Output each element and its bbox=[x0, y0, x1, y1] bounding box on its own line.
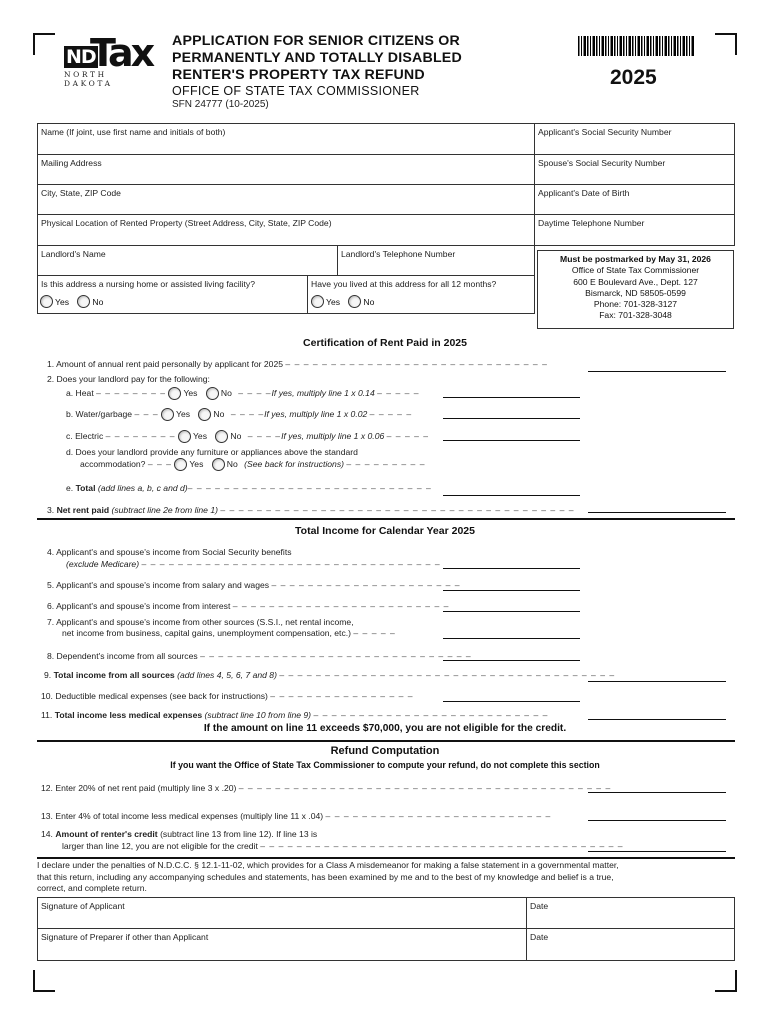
line-13-text: 13. Enter 4% of total income less medical expenses (multiply line 11 x .04) bbox=[41, 811, 324, 821]
line-13-amount[interactable] bbox=[588, 820, 726, 821]
landlord-name-label: Landlord's Name bbox=[41, 249, 106, 259]
line-2a-text: a. Heat bbox=[66, 387, 94, 398]
landlord-name-field[interactable] bbox=[37, 245, 338, 276]
income-limit-note: If the amount on line 11 exceeds $70,000, you are not eligible for the credit. bbox=[203, 723, 567, 734]
no-label: No bbox=[226, 458, 238, 469]
line-7: 7. Applicant's and spouse's income from other sources (S.S.I., net rental income, bbox=[47, 617, 354, 627]
landlord-phone-label: Landlord's Telephone Number bbox=[341, 249, 456, 259]
declaration-line-1: I declare under the penalties of N.D.C.C. § 12.1-11-02, which provides for a Class A misdemeanor for making a false statement in a governmental matter, bbox=[37, 860, 619, 870]
line-14 bbox=[41, 829, 317, 839]
refund-subtitle: If you want the Office of State Tax Commissioner to compute your refund, do not complete this section bbox=[170, 760, 600, 770]
line-14-rest: (subtract line 13 from line 12). If line 13 is bbox=[160, 829, 318, 839]
line-4-exclude-text: (exclude Medicare) bbox=[66, 559, 140, 569]
line-7-sources: net income from business, capital gains, unemployment compensation, etc.) – – – – – bbox=[62, 628, 396, 638]
no-label: No bbox=[363, 296, 375, 307]
line-2c-text: c. Electric bbox=[66, 430, 104, 441]
applicant-date-field[interactable] bbox=[526, 897, 735, 929]
line-2d: d. Does your landlord provide any furniture or appliances above the standard bbox=[66, 447, 358, 457]
barcode bbox=[578, 36, 694, 56]
line-7-amount[interactable] bbox=[443, 638, 580, 639]
furniture-yes-radio[interactable] bbox=[174, 458, 187, 471]
preparer-signature-field[interactable] bbox=[37, 928, 527, 961]
line-1-text: 1. Amount of annual rent paid personally by applicant for 2025 bbox=[47, 359, 284, 369]
mailing-label: Mailing Address bbox=[41, 158, 102, 168]
declaration-line-3: correct, and complete return. bbox=[37, 883, 147, 893]
no-label: No bbox=[230, 430, 242, 441]
daytime-phone-field[interactable] bbox=[534, 214, 735, 246]
lived-q-label: Have you lived at this address for all 12 months? bbox=[311, 279, 497, 289]
line-2e-num: e. bbox=[66, 483, 74, 493]
name-label: Name (If joint, use first name and initials of both) bbox=[41, 127, 226, 137]
line-14b-text: larger than line 12, you are not eligible for the credit bbox=[62, 841, 258, 851]
line-3-rest: (subtract line 2e from line 1) bbox=[111, 505, 218, 515]
line-2b-calc: If yes, multiply line 1 x 0.02 bbox=[264, 408, 368, 419]
corner-mark-bottom-left bbox=[33, 970, 55, 992]
line-12-amount[interactable] bbox=[588, 792, 726, 793]
line-2e-rest: (add lines a, b, c and d) bbox=[97, 483, 188, 493]
form-title bbox=[172, 33, 462, 84]
line-6-amount[interactable] bbox=[443, 611, 580, 612]
line-2a: a. Heat – – – – – – – – Yes No – – – –If yes, multiply line 1 x 0.14 – – – – – bbox=[66, 387, 420, 400]
spouse-ssn-field[interactable] bbox=[534, 154, 735, 185]
postmark-phone: Phone: 701-328-3127 bbox=[593, 299, 678, 310]
tax-year: 2025 bbox=[610, 66, 657, 89]
section-rule-1 bbox=[37, 518, 735, 520]
line-2c-amount[interactable] bbox=[443, 440, 580, 441]
postmark-box bbox=[537, 250, 734, 329]
line-9-rest: (add lines 4, 5, 6, 7 and 8) bbox=[177, 670, 277, 680]
line-11-bold: Total income less medical expenses bbox=[54, 710, 203, 720]
rent-section-title: Certification of Rent Paid in 2025 bbox=[303, 337, 467, 349]
line-2d-note: (See back for instructions) bbox=[244, 458, 344, 469]
line-2: 2. Does your landlord pay for the following: bbox=[47, 374, 210, 384]
income-section-title: Total Income for Calendar Year 2025 bbox=[295, 525, 475, 537]
line-14-amount[interactable] bbox=[588, 851, 726, 852]
declaration bbox=[37, 860, 735, 895]
furniture-no-radio[interactable] bbox=[212, 458, 225, 471]
applicant-signature-field[interactable] bbox=[37, 897, 527, 929]
dob-field[interactable] bbox=[534, 184, 735, 215]
no-label: No bbox=[92, 296, 104, 307]
line-11-num: 11. bbox=[41, 710, 53, 720]
line-10: 10. Deductible medical expenses (see back for instructions) – – – – – – – – – – – – – – – – bbox=[41, 691, 414, 701]
line-14-continued: larger than line 12, you are not eligible for the credit – – – – – – – – – – – – – – – – – – – – – – – – – – – – – – – – – – – – – – – – bbox=[62, 841, 624, 851]
refund-section-title: Refund Computation bbox=[330, 745, 440, 757]
electric-no-radio[interactable] bbox=[215, 430, 228, 443]
applicant-date-label: Date bbox=[530, 901, 549, 911]
line-8-amount[interactable] bbox=[443, 660, 580, 661]
line-6-text: 6. Applicant's and spouse's income from interest bbox=[47, 601, 231, 611]
no-label: No bbox=[213, 408, 225, 419]
nursing-yes-radio[interactable] bbox=[40, 295, 53, 308]
section-rule-2 bbox=[37, 740, 735, 742]
nd-tax-logo bbox=[62, 31, 154, 88]
line-3-amount[interactable] bbox=[588, 512, 726, 513]
line-9-amount[interactable] bbox=[588, 681, 726, 682]
logo-state: NORTH DAKOTA bbox=[64, 70, 113, 88]
postmark-city: Bismarck, ND 58505-0599 bbox=[585, 287, 686, 298]
line-3-num: 3. bbox=[47, 505, 55, 515]
lived-yes-radio[interactable] bbox=[311, 295, 324, 308]
no-label: No bbox=[220, 387, 232, 398]
yes-label: Yes bbox=[326, 296, 341, 307]
preparer-signature-label: Signature of Preparer if other than Applicant bbox=[41, 932, 209, 942]
line-4-amount[interactable] bbox=[443, 568, 580, 569]
line-10-amount[interactable] bbox=[443, 701, 580, 702]
line-10-text: 10. Deductible medical expenses (see back for instructions) bbox=[41, 691, 268, 701]
line-12-text: 12. Enter 20% of net rent paid (multiply line 3 x .20) bbox=[41, 783, 237, 793]
line-2c-calc: If yes, multiply line 1 x 0.06 bbox=[281, 430, 385, 441]
line-9-num: 9. bbox=[44, 670, 52, 680]
line-4: 4. Applicant's and spouse's income from Social Security benefits bbox=[47, 547, 292, 557]
line-2e-bold: Total bbox=[75, 483, 96, 493]
corner-mark-top-left bbox=[33, 33, 55, 55]
yes-label: Yes bbox=[183, 387, 198, 398]
water-no-radio[interactable] bbox=[198, 408, 211, 421]
preparer-date-label: Date bbox=[530, 932, 549, 942]
line-11: 11. Total income less medical expenses (subtract line 10 from line 9) – – – – – – – – – – – – – – – – – – – – – – – – – – bbox=[41, 710, 549, 720]
logo-abbrev: ND bbox=[66, 46, 96, 68]
line-2a-calc: If yes, multiply line 1 x 0.14 bbox=[271, 387, 375, 398]
corner-mark-top-right bbox=[715, 33, 737, 55]
dob-label: Applicant's Date of Birth bbox=[538, 188, 630, 198]
section-rule-3 bbox=[37, 857, 735, 859]
line-2b-text: b. Water/garbage bbox=[66, 408, 133, 419]
yes-label: Yes bbox=[176, 408, 191, 419]
line-5-text: 5. Applicant's and spouse's income from salary and wages bbox=[47, 580, 270, 590]
nursing-yes-no bbox=[40, 295, 109, 308]
logo-word: Tax bbox=[90, 31, 153, 75]
title-line-1: APPLICATION FOR SENIOR CITIZENS OR bbox=[172, 33, 460, 49]
physical-location-field[interactable] bbox=[37, 214, 535, 246]
line-3: 3. Net rent paid (subtract line 2e from line 1) – – – – – – – – – – – – – – – – – – – – – – – – – – – – – – – – – – – – – – – bbox=[47, 505, 575, 515]
landlord-phone-field[interactable] bbox=[337, 245, 535, 276]
declaration-line-2: that this return, including any accompanying schedules and statements, has been examined by me and to the best of my knowledge and belief is a true, bbox=[37, 871, 614, 882]
line-5: 5. Applicant's and spouse's income from salary and wages – – – – – – – – – – – – – – – – – – – – – bbox=[47, 580, 461, 590]
line-6: 6. Applicant's and spouse's income from interest – – – – – – – – – – – – – – – – – – – – – – – – bbox=[47, 601, 450, 611]
line-12: 12. Enter 20% of net rent paid (multiply line 3 x .20) – – – – – – – – – – – – – – – – – – – – – – – – – – – – – – – – – – – – – – – – – bbox=[41, 783, 612, 793]
title-line-3: RENTER'S PROPERTY TAX REFUND bbox=[172, 67, 425, 83]
lived-yes-no bbox=[311, 295, 380, 308]
postmark-street: 600 E Boulevard Ave., Dept. 127 bbox=[573, 276, 698, 287]
yes-label: Yes bbox=[189, 458, 204, 469]
physical-label: Physical Location of Rented Property (Street Address, City, State, ZIP Code) bbox=[41, 218, 332, 228]
line-14-bold: Amount of renter's credit bbox=[55, 829, 158, 839]
preparer-date-field[interactable] bbox=[526, 928, 735, 961]
mailing-address-field[interactable] bbox=[37, 154, 535, 185]
city-label: City, State, ZIP Code bbox=[41, 188, 121, 198]
line-8: 8. Dependent's income from all sources – – – – – – – – – – – – – – – – – – – – – – – – – – – – – – bbox=[47, 651, 472, 661]
line-8-text: 8. Dependent's income from all sources bbox=[47, 651, 198, 661]
applicant-signature-label: Signature of Applicant bbox=[41, 901, 125, 911]
line-9: 9. Total income from all sources (add lines 4, 5, 6, 7 and 8) – – – – – – – – – – – – – – – – – – – – – – – – – – – – – – – – – – – – – bbox=[44, 670, 616, 680]
applicant-ssn-label: Applicant's Social Security Number bbox=[538, 127, 672, 137]
office-name: OFFICE OF STATE TAX COMMISSIONER bbox=[172, 84, 420, 98]
line-2a-amount[interactable] bbox=[443, 397, 580, 398]
line-2e-amount[interactable] bbox=[443, 495, 580, 496]
line-2b: b. Water/garbage – – – Yes No – – – –If yes, multiply line 1 x 0.02 – – – – – bbox=[66, 408, 412, 421]
nursing-q-label: Is this address a nursing home or assisted living facility? bbox=[41, 279, 255, 289]
line-4-exclude: (exclude Medicare) – – – – – – – – – – – – – – – – – – – – – – – – – – – – – – – – – bbox=[66, 559, 441, 569]
line-1: 1. Amount of annual rent paid personally by applicant for 2025 – – – – – – – – – – – – – – – – – – – – – – – – – – – – – bbox=[47, 359, 548, 369]
title-line-2: PERMANENTLY AND TOTALLY DISABLED bbox=[172, 50, 462, 66]
electric-yes-radio[interactable] bbox=[178, 430, 191, 443]
city-state-zip-field[interactable] bbox=[37, 184, 535, 215]
heat-yes-radio[interactable] bbox=[168, 387, 181, 400]
line-2d-accommodation: accommodation? – – – Yes No (See back for instructions) – – – – – – – – – bbox=[80, 458, 426, 471]
phone-label: Daytime Telephone Number bbox=[538, 218, 645, 228]
nursing-no-radio[interactable] bbox=[77, 295, 90, 308]
line-2e: e. Total (add lines a, b, c and d)– – – – – – – – – – – – – – – – – – – – – – – – – – – bbox=[66, 483, 432, 493]
line-11-amount[interactable] bbox=[588, 719, 726, 720]
heat-no-radio[interactable] bbox=[206, 387, 219, 400]
form-number: SFN 24777 (10-2025) bbox=[172, 99, 269, 110]
line-7b-text: net income from business, capital gains, unemployment compensation, etc.) bbox=[62, 628, 351, 638]
lived-no-radio[interactable] bbox=[348, 295, 361, 308]
line-2b-amount[interactable] bbox=[443, 418, 580, 419]
applicant-ssn-field[interactable] bbox=[534, 123, 735, 155]
name-field[interactable] bbox=[37, 123, 535, 155]
postmark-office: Office of State Tax Commissioner bbox=[571, 265, 700, 276]
line-3-bold: Net rent paid bbox=[56, 505, 110, 515]
postmark-fax: Fax: 701-328-3048 bbox=[599, 310, 672, 321]
line-11-rest: (subtract line 10 from line 9) bbox=[204, 710, 312, 720]
yes-label: Yes bbox=[55, 296, 70, 307]
line-13: 13. Enter 4% of total income less medical expenses (multiply line 11 x .04) – – – – – – – – – – – – – – – – – – – – – – – – – bbox=[41, 811, 552, 821]
spouse-ssn-label: Spouse's Social Security Number bbox=[538, 158, 666, 168]
line-14-num: 14. bbox=[41, 829, 53, 839]
line-1-amount[interactable] bbox=[588, 371, 726, 372]
postmark-deadline: Must be postmarked by May 31, 2026 bbox=[560, 254, 711, 264]
line-2d-text: accommodation? bbox=[80, 458, 146, 469]
line-5-amount[interactable] bbox=[443, 590, 580, 591]
line-9-bold: Total income from all sources bbox=[53, 670, 175, 680]
corner-mark-bottom-right bbox=[715, 970, 737, 992]
line-2c: c. Electric – – – – – – – – Yes No – – – –If yes, multiply line 1 x 0.06 – – – – – bbox=[66, 430, 429, 443]
water-yes-radio[interactable] bbox=[161, 408, 174, 421]
yes-label: Yes bbox=[192, 430, 208, 441]
